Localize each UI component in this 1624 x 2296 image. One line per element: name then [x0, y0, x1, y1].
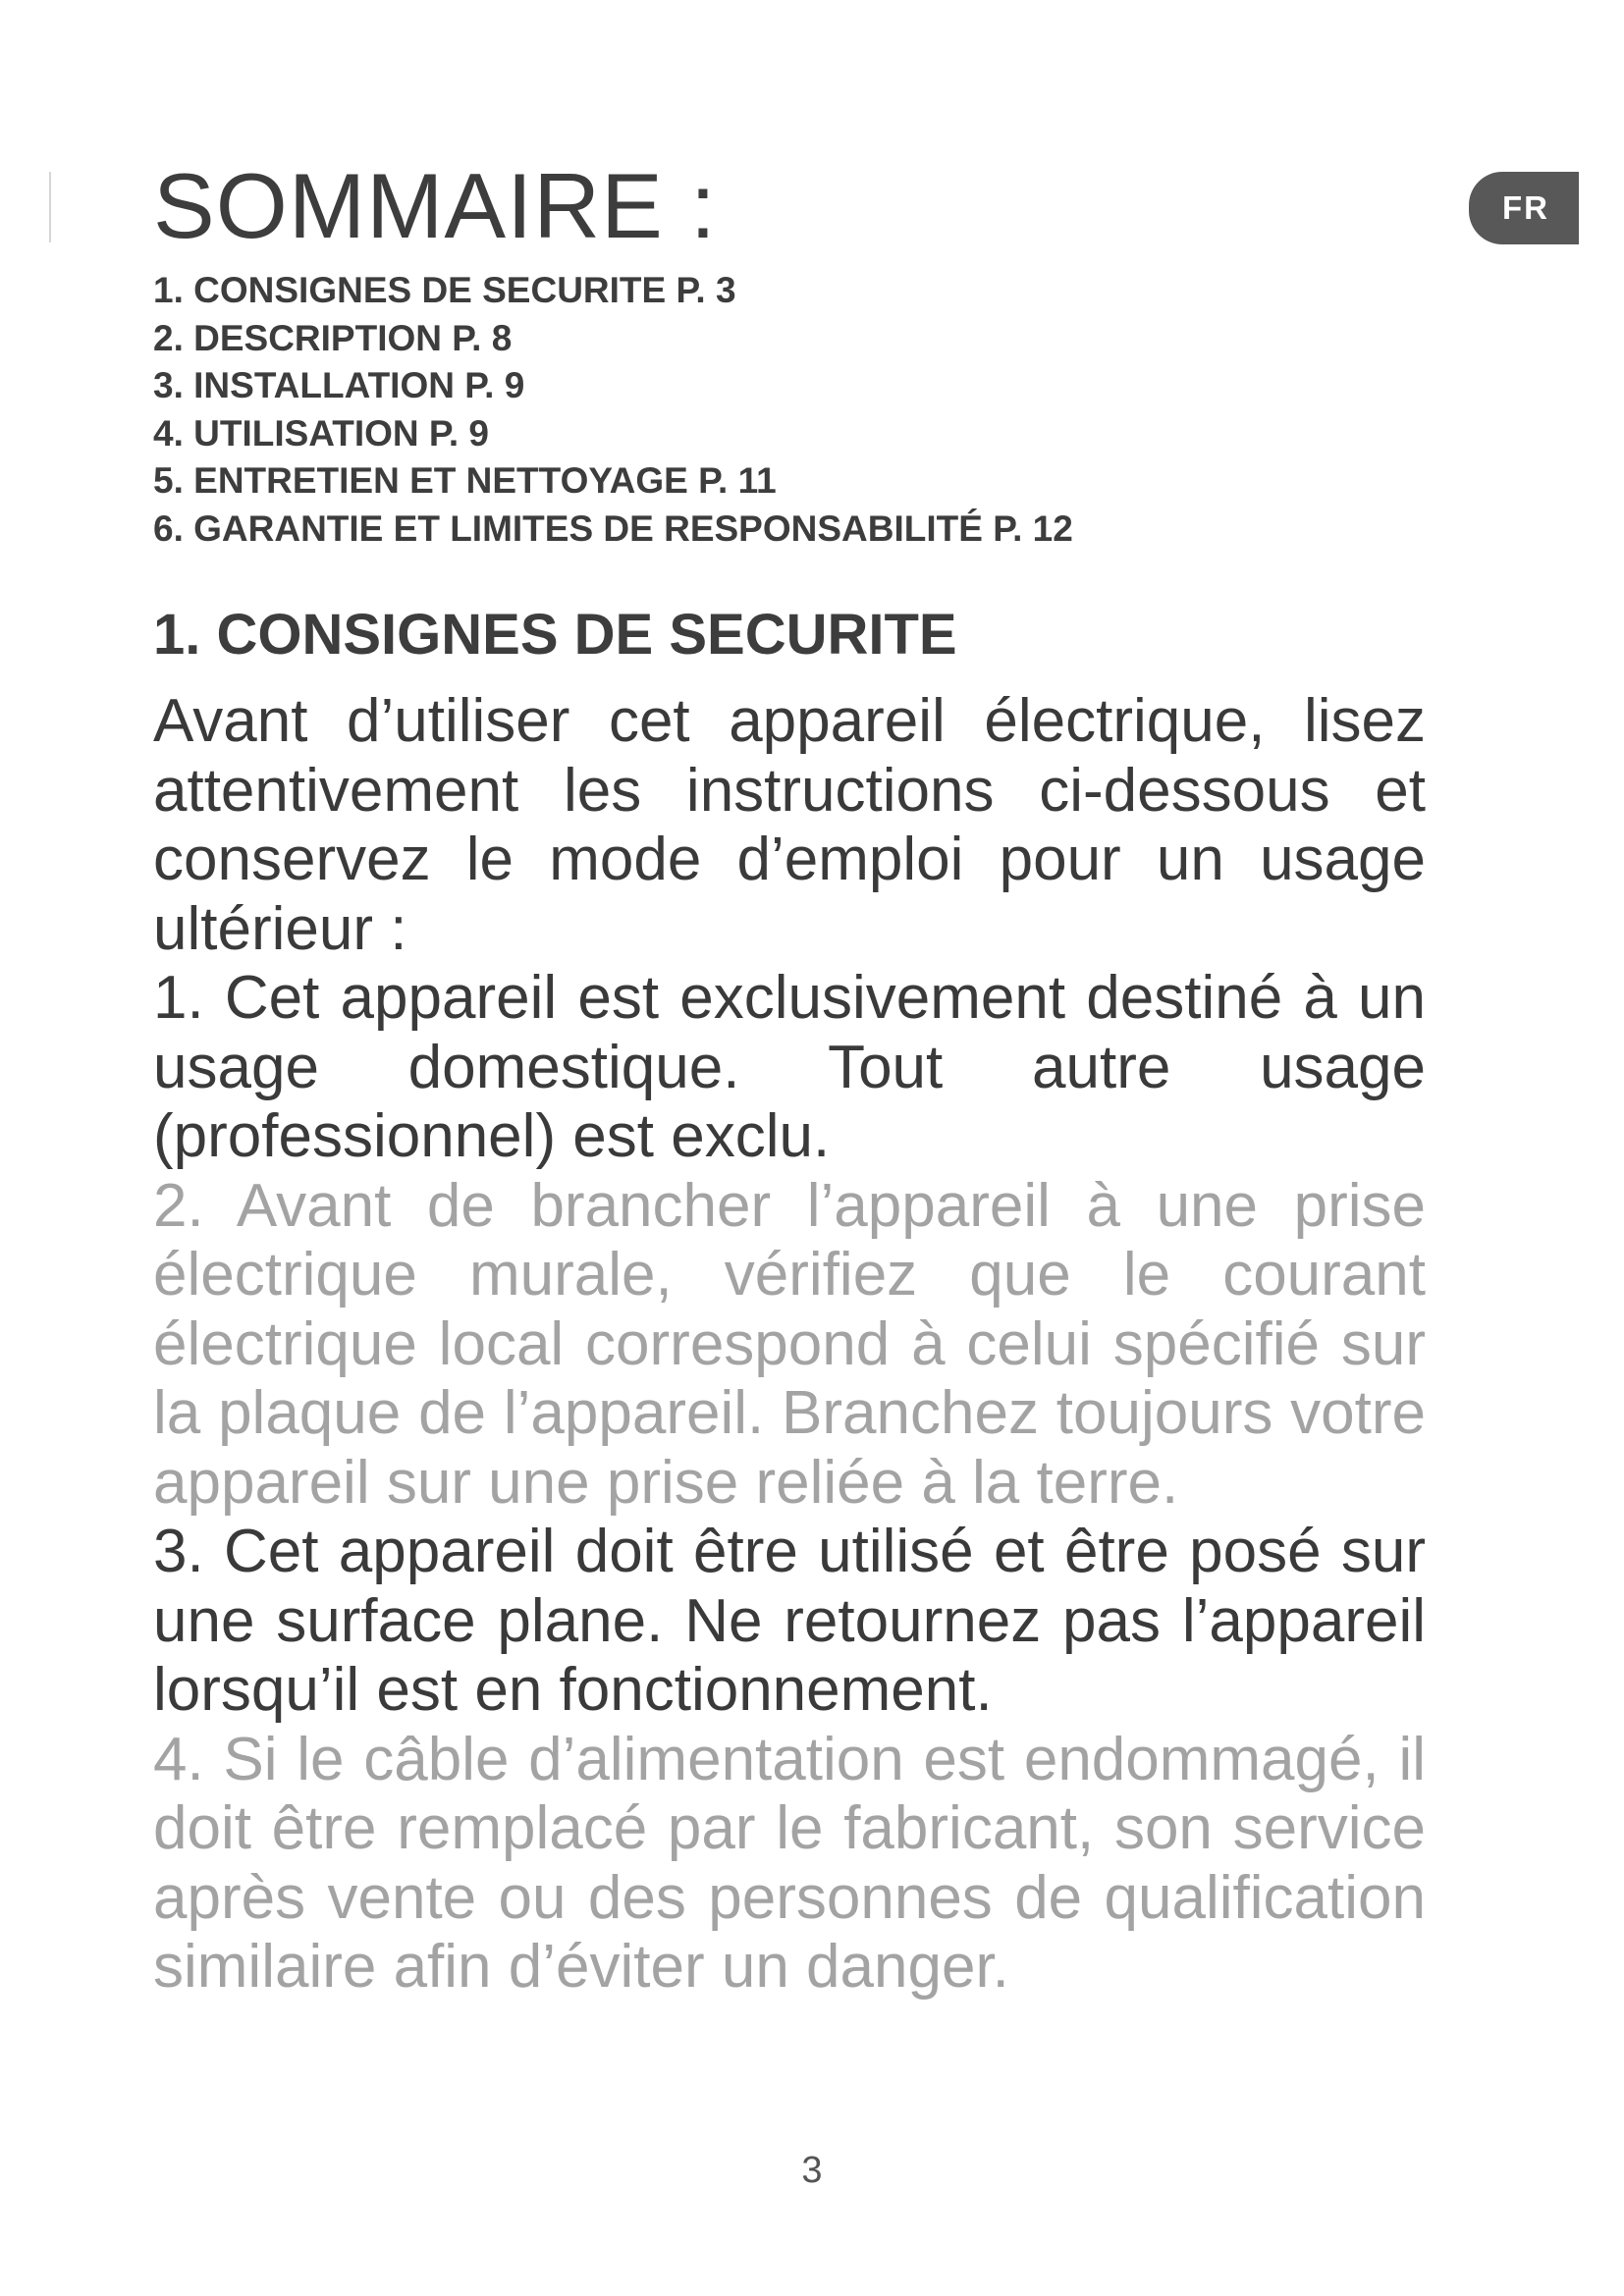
toc-item-warranty: 6. GARANTIE ET LIMITES DE RESPONSABILITÉ P. 12	[153, 507, 1073, 549]
page-title: SOMMAIRE :	[153, 154, 718, 257]
toc-item-maintenance: 5. ENTRETIEN ET NETTOYAGE P. 11	[153, 460, 777, 501]
toc-item-safety: 1. CONSIGNES DE SECURITE P. 3	[153, 270, 736, 310]
toc-item-installation: 3. INSTALLATION P. 9	[153, 365, 525, 405]
instruction-item-3: 3. Cet appareil doit être utilisé et être posé sur une surface plane. Ne retournez pas l’appareil lorsqu’il est en fonctionnement.	[153, 1518, 1426, 1724]
instruction-item-2: 2. Avant de brancher l’appareil à une prise électrique murale, vérifiez que le courant électrique local correspond à celui spécifié sur la plaque de l’appareil. Branchez toujours votre appareil sur une prise reliée à la terre.	[153, 1171, 1426, 1517]
toc-item-usage: 4. UTILISATION P. 9	[153, 412, 489, 454]
toc-item-description: 2. DESCRIPTION P. 8	[153, 317, 513, 358]
page-number: 3	[801, 2150, 823, 2191]
instruction-item-1: 1. Cet appareil est exclusivement destiné à un usage domestique. Tout autre usage (professionnel) est exclu.	[153, 964, 1426, 1170]
language-badge: FR	[1469, 172, 1579, 244]
section-heading: 1. CONSIGNES DE SECURITE	[153, 603, 957, 667]
intro-paragraph: Avant d’utiliser cet appareil électrique, lisez attentivement les instructions ci-dessous et conservez le mode d’emploi pour un usage ultérieur :	[153, 687, 1426, 963]
left-margin-rule	[49, 172, 51, 242]
instruction-item-4: 4. Si le câble d’alimentation est endommagé, il doit être remplacé par le fabricant, son service après vente ou des personnes de qualification similaire afin d’éviter un danger.	[153, 1725, 1426, 2001]
table-of-contents	[153, 267, 1073, 553]
section-body	[153, 687, 1426, 2002]
